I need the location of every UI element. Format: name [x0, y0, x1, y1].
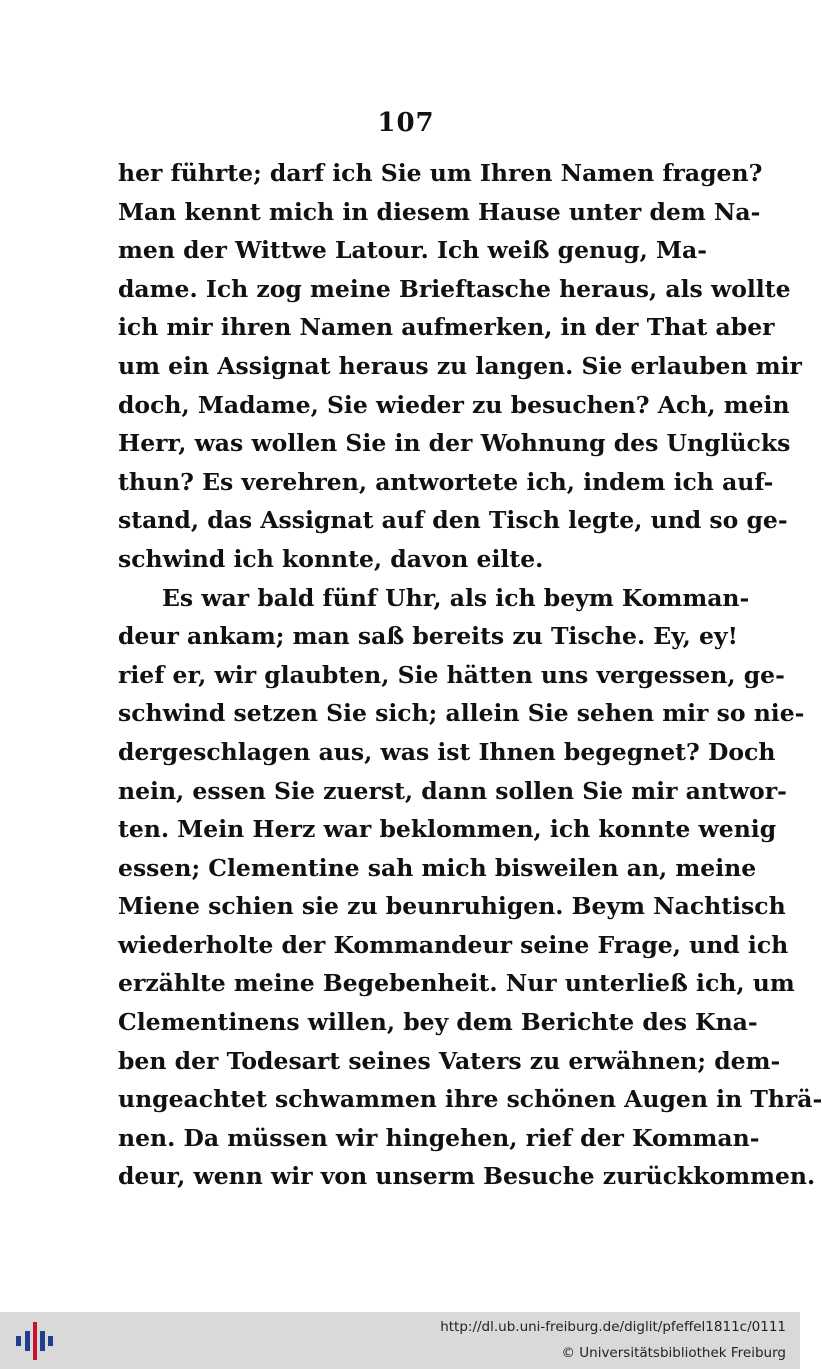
text-line: nein, essen Sie zuerst, dann sollen Sie mir antwor- — [118, 776, 787, 805]
copyright-notice: © Universitätsbibliothek Freiburg — [561, 1345, 786, 1361]
text-line: schwind setzen Sie sich; allein Sie sehen mir so nie- — [118, 699, 805, 728]
text-line: Herr, was wollen Sie in der Wohnung des Unglücks — [118, 429, 791, 458]
text-line: ungeachtet schwammen ihre schönen Augen in Thrä- — [118, 1085, 822, 1114]
viewer-footer — [0, 1312, 800, 1369]
library-logo-icon[interactable] — [14, 1320, 54, 1362]
text-line: men der Wittwe Latour. Ich weiß genug, Ma- — [118, 236, 708, 265]
text-line: Clementinens willen, bey dem Berichte des Kna- — [118, 1008, 758, 1037]
body-text — [118, 154, 822, 1196]
text-line-paragraph-end: schwind ich konnte, davon eilte. — [118, 544, 544, 573]
text-line: ich mir ihren Namen aufmerken, in der That aber — [118, 313, 775, 342]
text-line: ben der Todesart seines Vaters zu erwähnen; dem- — [118, 1046, 781, 1075]
page-number: 107 — [377, 108, 435, 138]
text-line: erzählte meine Begebenheit. Nur unterließ ich, um — [118, 969, 795, 998]
text-line: um ein Assignat heraus zu langen. Sie erlauben mir — [118, 351, 802, 380]
text-line: deur, wenn wir von unserm Besuche zurückkommen. — [118, 1162, 816, 1191]
text-line: dergeschlagen aus, was ist Ihnen begegnet? Doch — [118, 737, 776, 766]
text-line: deur ankam; man saß bereits zu Tische. Ey, ey! — [118, 622, 738, 651]
text-line: dame. Ich zog meine Brieftasche heraus, als wollte — [118, 274, 791, 303]
text-line: essen; Clementine sah mich bisweilen an, meine — [118, 853, 757, 882]
text-line: nen. Da müssen wir hingehen, rief der Komman- — [118, 1123, 760, 1152]
text-line: doch, Madame, Sie wieder zu besuchen? Ach, mein — [118, 390, 790, 419]
text-line-paragraph-start: Es war bald fünf Uhr, als ich beym Komman- — [162, 583, 750, 612]
text-line: stand, das Assignat auf den Tisch legte, und so ge- — [118, 506, 788, 535]
text-line: thun? Es verehren, antwortete ich, indem ich auf- — [118, 467, 774, 496]
text-line: Man kennt mich in diesem Hause unter dem Na- — [118, 197, 761, 226]
permalink-url[interactable]: http://dl.ub.uni-freiburg.de/diglit/pfeffel1811c/0111 — [440, 1319, 786, 1335]
text-line: her führte; darf ich Sie um Ihren Namen fragen? — [118, 159, 763, 187]
text-line: ten. Mein Herz war beklommen, ich konnte wenig — [118, 815, 777, 844]
text-line: Miene schien sie zu beunruhigen. Beym Nachtisch — [118, 892, 786, 921]
text-line: wiederholte der Kommandeur seine Frage, und ich — [118, 930, 789, 959]
text-line: rief er, wir glaubten, Sie hätten uns vergessen, ge- — [118, 660, 785, 689]
